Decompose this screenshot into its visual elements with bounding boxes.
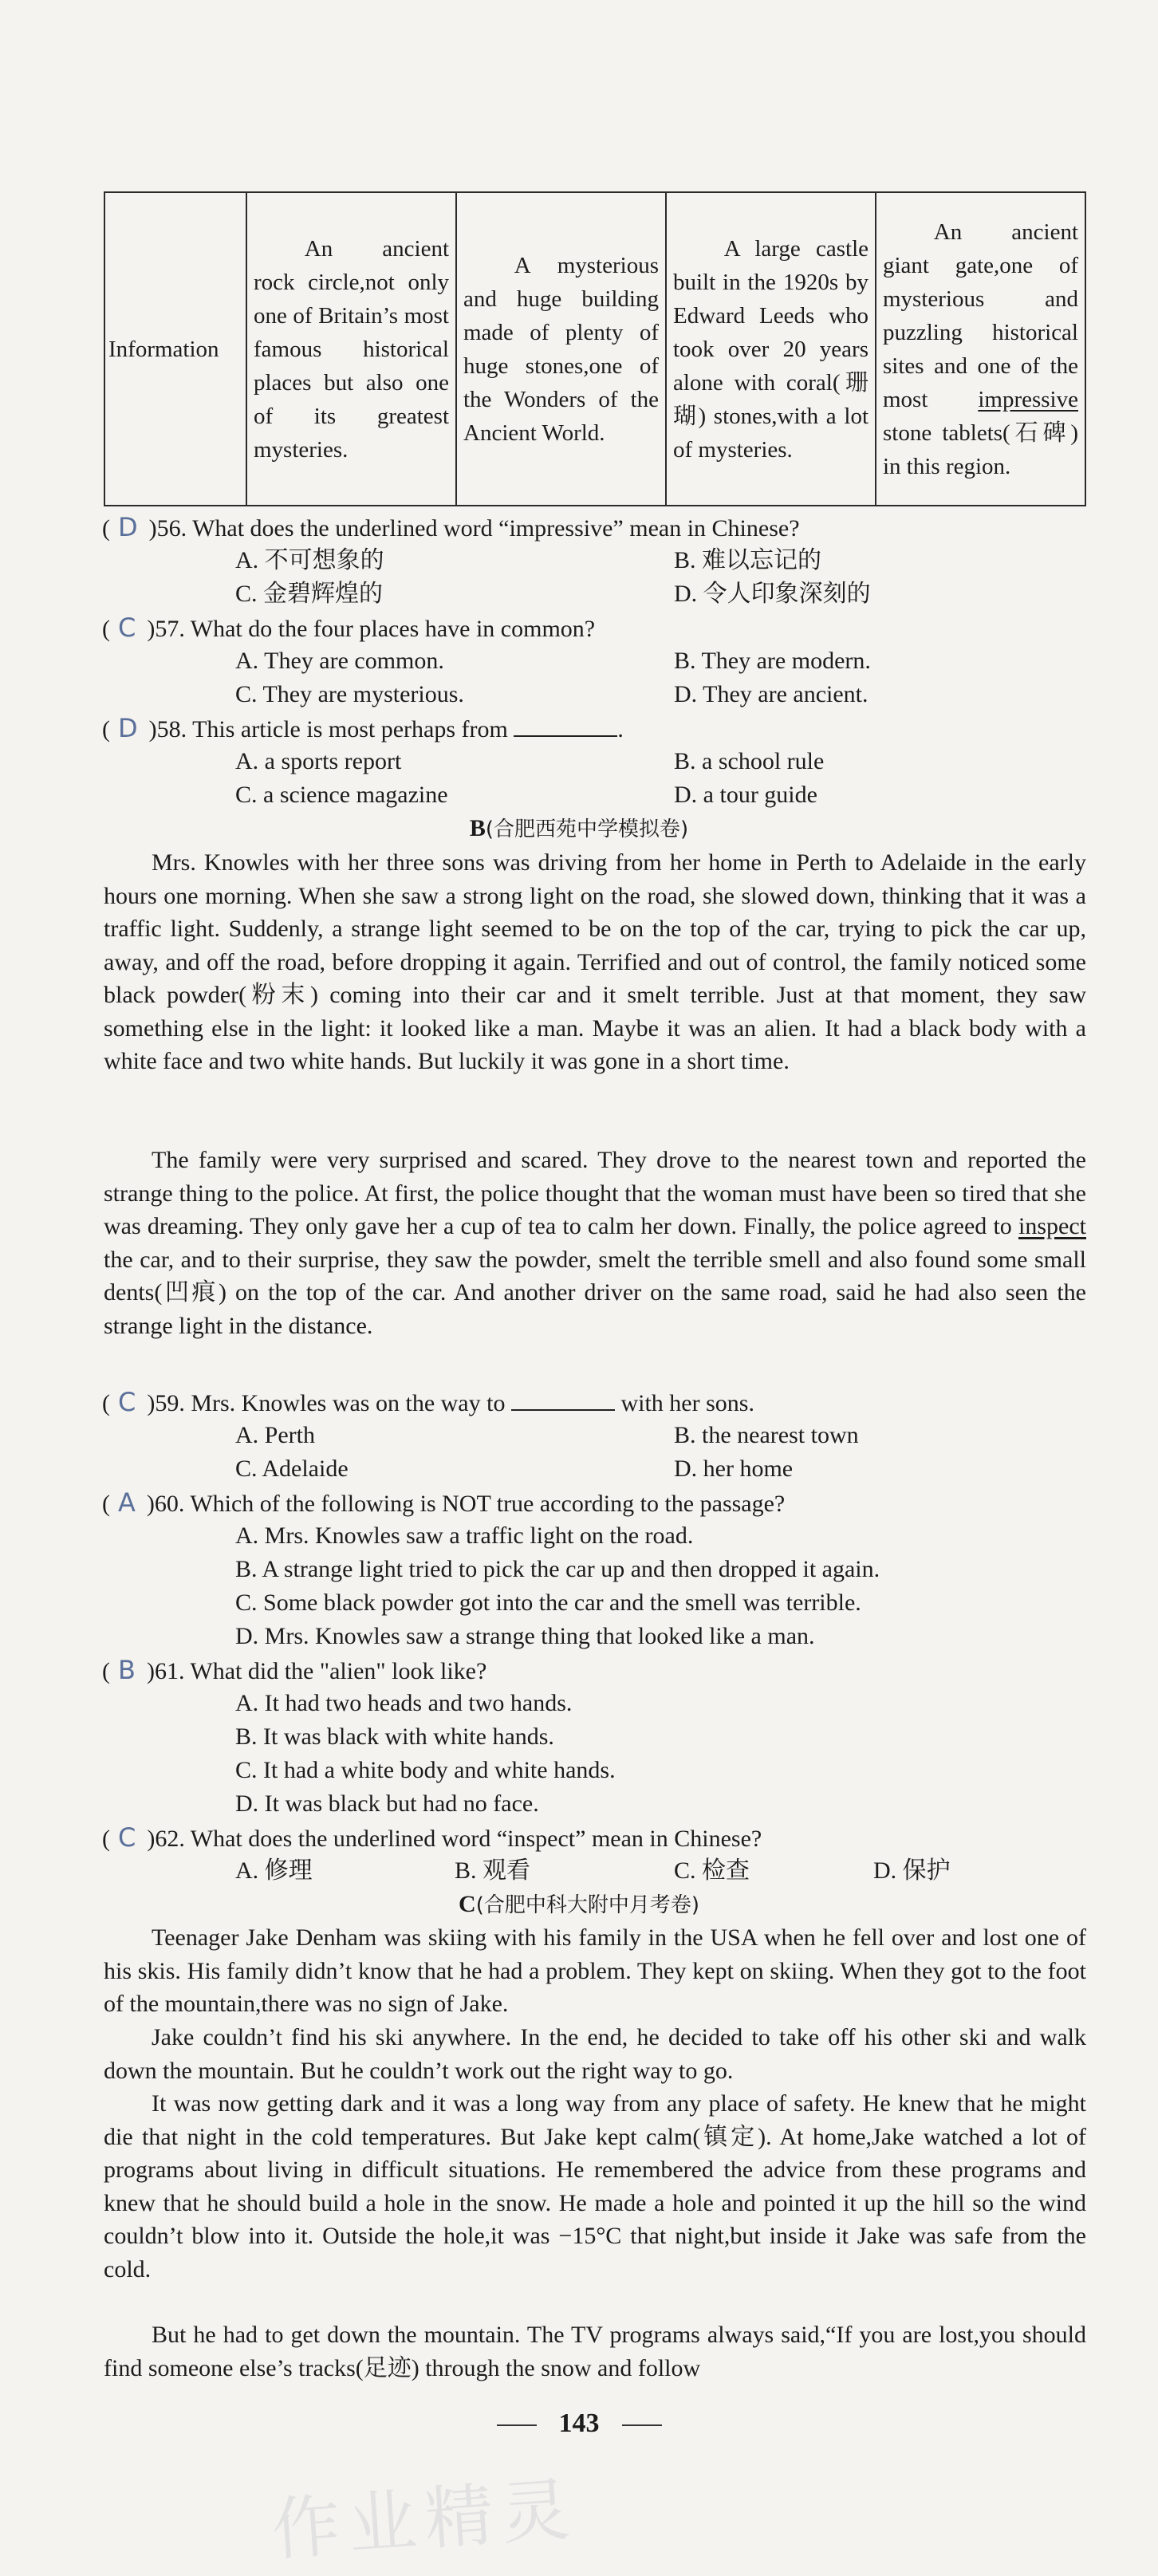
option-b: B. the nearest town bbox=[674, 1422, 859, 1448]
question-60: ( A )60. Which of the following is NOT true according to the passage? bbox=[102, 1487, 786, 1518]
passage-b-paragraph-2 bbox=[104, 1144, 1086, 1342]
option-a: A. a sports report bbox=[235, 748, 402, 774]
section-letter: B bbox=[469, 815, 486, 841]
option-c: C. Some black powder got into the car and the smell was terrible. bbox=[235, 1589, 861, 1616]
answer-mark: C bbox=[118, 1387, 136, 1417]
section-letter: C bbox=[459, 1891, 476, 1917]
table-header-cell: Information bbox=[104, 192, 246, 506]
paragraph-text: The family were very surprised and scared. They drove to the nearest town and reported the strange thing to the police. At first, the police thought that the woman must have been so tired that she was dreaming. They only gave her a cup of tea to calm her down. Finally, the police agreed to bbox=[104, 1147, 1086, 1239]
section-source: (合肥西苑中学模拟卷) bbox=[485, 817, 689, 841]
option-c: C. 检查 bbox=[674, 1857, 750, 1884]
option-a: A. Perth bbox=[235, 1422, 315, 1448]
option-a: A. It had two heads and two hands. bbox=[235, 1690, 573, 1716]
option-b: B. A strange light tried to pick the car up and then dropped it again. bbox=[235, 1556, 880, 1582]
watermark: 作业精灵 bbox=[269, 2469, 581, 2571]
question-text: )57. What do the four places have in common? bbox=[147, 616, 596, 642]
answer-mark: C bbox=[118, 612, 136, 643]
information-table bbox=[104, 191, 1086, 506]
passage-c-paragraph-3: It was now getting dark and it was a long way from any place of safety. He knew that he might die that night in the cold temperatures. But Jake kept calm(镇定). At home,Jake watched a lot of programs about living in difficult situations. He remembered the advice from these programs and knew that he should build a hole in the snow. He made a hole and pointed it up the hill so the wind couldn’t blow into it. Outside the hole,it was −15°C that night,but inside it Jake was safe from the cold. bbox=[104, 2090, 1086, 2283]
option-c: C. They are mysterious. bbox=[235, 681, 464, 707]
option-b: B. 难以忘记的 bbox=[674, 547, 822, 573]
answer-mark: B bbox=[118, 1655, 136, 1685]
cell-text: stone tablets(石碑) in this region. bbox=[883, 419, 1078, 479]
question-58: ( D )58. This article is most perhaps from . bbox=[102, 713, 624, 743]
option-b: B. a school rule bbox=[674, 748, 825, 774]
passage-c-paragraph-1: Teenager Jake Denham was skiing with his family in the USA when he fell over and lost one of his skis. His family didn’t know that he had a problem. They kept on skiing. When they got to the foot of the mountain,there was no sign of Jake. bbox=[104, 1924, 1086, 2017]
cell-text: An ancient giant gate,one of mysterious and puzzling historical sites and one of the most bbox=[883, 219, 1078, 412]
option-d: D. 令人印象深刻的 bbox=[674, 581, 871, 607]
question-text: )61. What did the "alien" look like? bbox=[146, 1658, 487, 1684]
option-b: B. It was black with white hands. bbox=[235, 1723, 554, 1750]
answer-mark: D bbox=[118, 713, 138, 743]
question-61: ( B )61. What did the "alien" look like? bbox=[102, 1655, 487, 1685]
underlined-word-inspect: inspect bbox=[1018, 1213, 1086, 1239]
option-c: C. Adelaide bbox=[235, 1455, 349, 1482]
option-a: A. Mrs. Knowles saw a traffic light on the road. bbox=[235, 1522, 694, 1549]
table-cell-2: A mysterious and huge building made of plenty of huge stones,one of the Wonders of the Ancient World. bbox=[456, 192, 666, 506]
question-57: ( C )57. What do the four places have in common? bbox=[102, 612, 596, 643]
question-text: )62. What does the underlined word “inspect” mean in Chinese? bbox=[147, 1826, 762, 1852]
question-text-end: with her sons. bbox=[614, 1390, 754, 1416]
option-d: D. her home bbox=[674, 1455, 794, 1482]
dash-left bbox=[497, 2424, 537, 2426]
option-a: A. 不可想象的 bbox=[235, 547, 384, 573]
section-b-title bbox=[0, 812, 1158, 846]
question-62: ( C )62. What does the underlined word “inspect” mean in Chinese? bbox=[102, 1822, 762, 1853]
section-c-title bbox=[0, 1888, 1158, 1922]
option-a: A. 修理 bbox=[235, 1857, 313, 1884]
passage-c-paragraph-4: But he had to get down the mountain. The TV programs always said,“If you are lost,you should find someone else’s tracks(足迹) through the snow and follow bbox=[104, 2322, 1086, 2381]
table-cell-1: An ancient rock circle,not only one of Britain’s most famous historical places but also one of its greatest mysteries. bbox=[246, 192, 456, 506]
option-b: B. 观看 bbox=[455, 1857, 531, 1884]
option-d: D. a tour guide bbox=[674, 782, 817, 808]
table-row bbox=[104, 192, 1085, 506]
table-cell-4 bbox=[876, 192, 1085, 506]
option-d: D. Mrs. Knowles saw a strange thing that looked like a man. bbox=[235, 1623, 815, 1649]
option-c: C. It had a white body and white hands. bbox=[235, 1757, 616, 1783]
table-cell-3: A large castle built in the 1920s by Edward Leeds who took over 20 years alone with coral(珊瑚) stones,with a lot of mysteries. bbox=[666, 192, 876, 506]
section-source: (合肥中科大附中月考卷) bbox=[475, 1893, 699, 1917]
option-c: C. a science magazine bbox=[235, 782, 448, 808]
question-56: ( D )56. What does the underlined word “impressive” mean in Chinese? bbox=[102, 512, 800, 542]
answer-blank bbox=[511, 1387, 615, 1411]
question-text-end: . bbox=[617, 716, 624, 742]
paragraph-text: the car, and to their surprise, they saw the powder, smelt the terrible smell and also found some small dents(凹痕) on the top of the car. And another driver on the same road, said he had also seen the strange light in the distance. bbox=[104, 1246, 1086, 1339]
question-text: )60. Which of the following is NOT true according to the passage? bbox=[146, 1491, 786, 1517]
option-c: C. 金碧辉煌的 bbox=[235, 581, 384, 607]
page-number bbox=[0, 2409, 1158, 2439]
option-d: D. 保护 bbox=[873, 1857, 951, 1884]
dash-right bbox=[622, 2424, 662, 2426]
answer-mark: C bbox=[118, 1822, 136, 1853]
question-text: )58. This article is most perhaps from bbox=[148, 716, 508, 742]
question-59: ( C )59. Mrs. Knowles was on the way to with her sons. bbox=[102, 1387, 754, 1417]
page-number-text: 143 bbox=[558, 2409, 600, 2438]
answer-mark: A bbox=[118, 1487, 136, 1518]
passage-c-paragraph-2: Jake couldn’t find his ski anywhere. In the end, he decided to take off his other ski and walk down the mountain. But he couldn’t work out the right way to go. bbox=[104, 2024, 1086, 2084]
option-a: A. They are common. bbox=[235, 648, 444, 674]
option-d: D. It was black but had no face. bbox=[235, 1790, 539, 1817]
underlined-word-impressive: impressive bbox=[978, 386, 1078, 412]
passage-b-paragraph-1: Mrs. Knowles with her three sons was driving from her home in Perth to Adelaide in the early hours one morning. When she saw a strong light on the road, she slowed down, thinking that it was a traffic light. Suddenly, a strange light seemed to be on the top of the car, trying to pick the car up, away, and off the road, before dropping it again. Terrified and out of control, the family noticed some black powder(粉末) coming into their car and it smelt terrible. Just at that moment, they saw something else in the light: it looked like a man. Maybe it was an alien. It had a black body with a white face and two white hands. But luckily it was gone in a short time. bbox=[104, 849, 1086, 1074]
answer-blank bbox=[514, 713, 617, 737]
option-d: D. They are ancient. bbox=[674, 681, 868, 707]
question-text: )59. Mrs. Knowles was on the way to bbox=[147, 1390, 506, 1416]
option-b: B. They are modern. bbox=[674, 648, 871, 674]
question-text: )56. What does the underlined word “impressive” mean in Chinese? bbox=[148, 515, 800, 542]
answer-mark: D bbox=[118, 512, 138, 542]
